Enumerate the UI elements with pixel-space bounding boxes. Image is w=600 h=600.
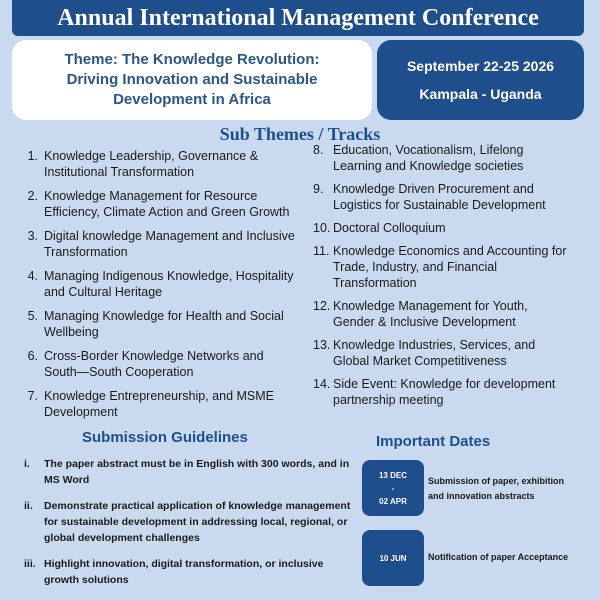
track-number: 5. xyxy=(27,309,38,323)
track-text: Efficiency, Climate Action and Green Growth xyxy=(44,205,290,219)
track-text: Learning and Knowledge societies xyxy=(333,159,524,173)
theme-box xyxy=(12,40,372,120)
tracks-list-right xyxy=(313,142,585,415)
track-item xyxy=(313,220,585,236)
track-text: Knowledge Leadership, Governance & xyxy=(44,149,259,163)
theme-line: Theme: The Knowledge Revolution: xyxy=(64,51,320,68)
track-number: 9. xyxy=(313,182,324,196)
track-number: 11. xyxy=(313,244,330,258)
track-text: Gender & Inclusive Development xyxy=(333,315,516,329)
track-text: Side Event: Knowledge for development xyxy=(333,377,556,391)
track-item xyxy=(22,268,312,300)
date-to: 02 APR xyxy=(379,496,407,506)
guideline-text: The paper abstract must be in English with 300 words, and in xyxy=(44,458,350,470)
date-description xyxy=(428,550,588,565)
track-text: Knowledge Industries, Services, and xyxy=(333,338,536,352)
track-text: Global Market Competitiveness xyxy=(333,354,507,368)
guideline-number: iii. xyxy=(24,558,36,570)
track-text: Transformation xyxy=(333,276,417,290)
track-text: Institutional Transformation xyxy=(44,165,195,179)
track-text: Knowledge Entrepreneurship, and MSME xyxy=(44,389,274,403)
date-badge xyxy=(362,530,424,586)
submission-guidelines-heading: Submission Guidelines xyxy=(82,429,248,446)
track-item xyxy=(22,148,312,180)
track-item xyxy=(22,308,312,340)
track-item xyxy=(313,243,585,291)
track-item xyxy=(313,181,585,213)
track-text: Digital knowledge Management and Inclusive xyxy=(44,229,295,243)
track-text: Doctoral Colloquium xyxy=(333,221,446,235)
tracks-list-left xyxy=(22,148,312,428)
track-number: 2. xyxy=(27,189,38,203)
track-text: Managing Knowledge for Health and Social xyxy=(44,309,284,323)
track-text: Wellbeing xyxy=(44,325,99,339)
guideline-number: ii. xyxy=(24,500,33,512)
guideline-text: Highlight innovation, digital transformation, or inclusive xyxy=(44,558,324,570)
event-location: Kampala - Uganda xyxy=(419,86,542,102)
track-number: 1. xyxy=(27,149,38,163)
sub-themes-heading: Sub Themes / Tracks xyxy=(219,124,381,144)
track-item xyxy=(22,228,312,260)
date-desc-text: Notification of paper Acceptance xyxy=(428,552,569,562)
guideline-number: i. xyxy=(24,458,30,470)
guideline-item xyxy=(24,498,354,546)
event-dates: September 22-25 2026 xyxy=(406,58,555,74)
conference-title: Annual International Management Conference xyxy=(12,0,584,36)
track-text: Knowledge Management for Resource xyxy=(44,189,258,203)
track-text: Knowledge Management for Youth, xyxy=(333,299,528,313)
date-badge xyxy=(362,460,424,516)
track-number: 10. xyxy=(313,221,331,235)
track-item xyxy=(22,348,312,380)
guidelines-list xyxy=(24,456,354,598)
track-text: Knowledge Economics and Accounting for xyxy=(333,244,567,258)
track-text: Managing Indigenous Knowledge, Hospitality xyxy=(44,269,294,283)
event-info-box xyxy=(377,40,584,120)
theme-line: Development in Africa xyxy=(113,91,271,108)
track-text: South—South Cooperation xyxy=(44,365,194,379)
track-number: 14. xyxy=(313,377,331,391)
guideline-item xyxy=(24,456,354,488)
date-desc-text: Submission of paper, exhibition xyxy=(428,476,565,486)
track-text: Transformation xyxy=(44,245,128,259)
track-item xyxy=(22,388,312,420)
track-number: 3. xyxy=(27,229,38,243)
date-from: 13 DEC xyxy=(378,470,407,480)
track-item xyxy=(313,142,585,174)
track-text: Development xyxy=(44,405,118,419)
date-separator: - xyxy=(391,483,395,493)
guideline-text: growth solutions xyxy=(44,574,129,586)
guideline-text: global development challenges xyxy=(44,532,200,544)
track-item xyxy=(313,298,585,330)
guideline-text: MS Word xyxy=(44,474,90,486)
track-item xyxy=(313,376,585,408)
track-text: and Cultural Heritage xyxy=(44,285,163,299)
track-text: partnership meeting xyxy=(333,393,444,407)
theme-line: Driving Innovation and Sustainable xyxy=(66,71,318,88)
track-text: Knowledge Driven Procurement and xyxy=(333,182,534,196)
track-number: 13. xyxy=(313,338,331,352)
important-dates-heading: Important Dates xyxy=(376,433,491,450)
date-from: 10 JUN xyxy=(379,553,407,563)
track-number: 8. xyxy=(313,143,324,157)
guideline-text: for sustainable development in addressing local, regional, or xyxy=(44,516,348,528)
track-text: Cross-Border Knowledge Networks and xyxy=(44,349,264,363)
track-number: 4. xyxy=(27,269,38,283)
track-number: 12. xyxy=(313,299,331,313)
guideline-text: Demonstrate practical application of knowledge management xyxy=(44,500,351,512)
track-number: 7. xyxy=(27,389,38,403)
track-item xyxy=(313,337,585,369)
track-item xyxy=(22,188,312,220)
track-text: Education, Vocationalism, Lifelong xyxy=(333,143,524,157)
track-text: Logistics for Sustainable Development xyxy=(333,198,546,212)
date-description xyxy=(428,474,588,504)
guideline-item xyxy=(24,556,354,588)
track-text: Trade, Industry, and Financial xyxy=(333,260,497,274)
date-desc-text: and innovation abstracts xyxy=(428,491,535,501)
track-number: 6. xyxy=(27,349,38,363)
